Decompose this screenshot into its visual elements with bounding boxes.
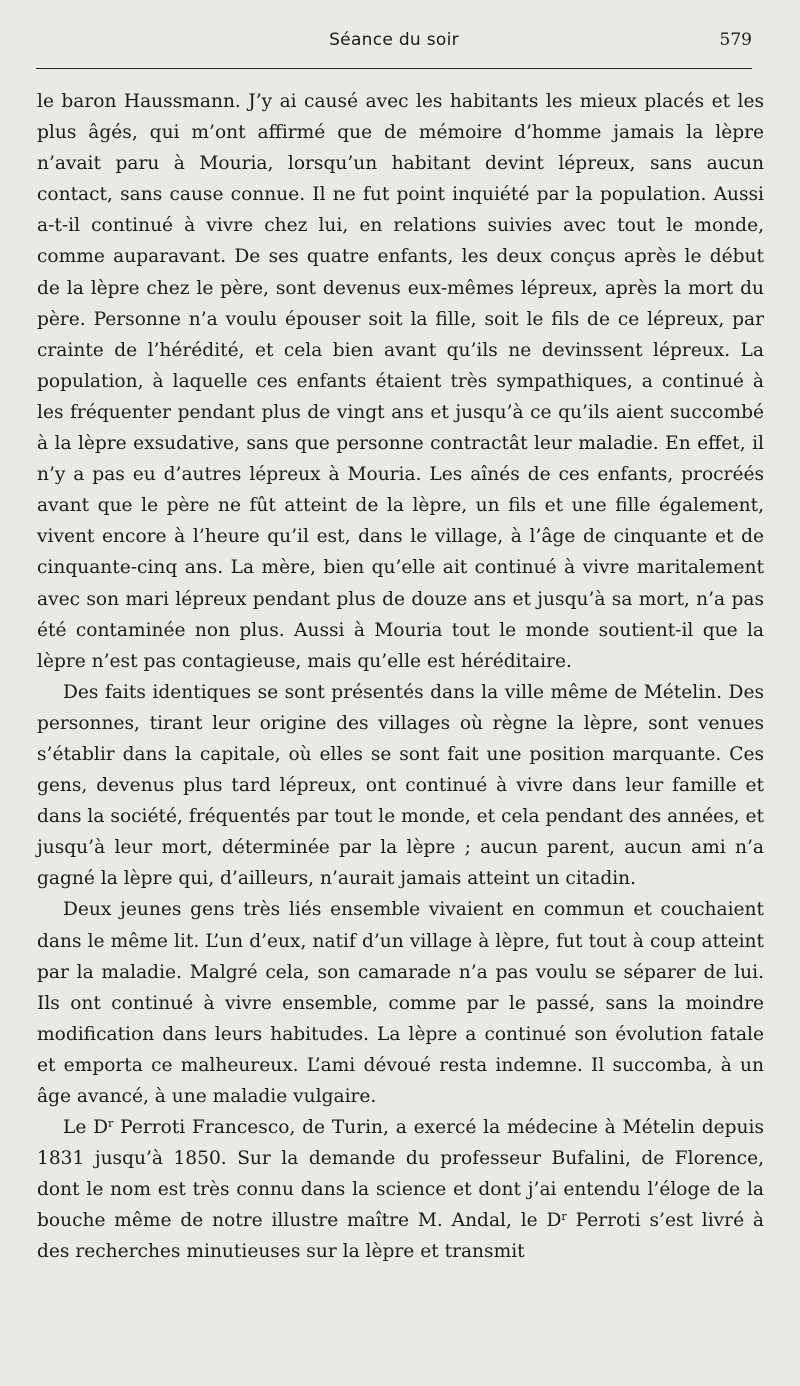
doctor-abbrev-superscript: r xyxy=(561,1210,567,1224)
running-head xyxy=(36,30,752,56)
paragraph-4-part-3: Perroti s’est livré à des recherches minutieuses sur la lèpre et transmit xyxy=(37,1210,764,1263)
doctor-abbrev-superscript: r xyxy=(108,1116,114,1130)
page-number: 579 xyxy=(719,30,752,50)
paragraph-4-part-2: Perroti Francesco, de Turin, a exercé la médecine à Mételin depuis 1831 jusqu’à 1850. Sur la demande du professeur Bufalini, de Florence, dont le nom est très connu dans la science et dont j’ai entendu l’éloge de la bouche même de notre illustre maître M. Andal, le D xyxy=(37,1117,764,1232)
paragraph-2: Des faits identiques se sont présentés dans la ville même de Mételin. Des personnes, tirant leur origine des villages où règne la lèpre, sont venues s’établir dans la capitale, où elles se sont fait une position marquante. Ces gens, devenus plus tard lépreux, ont continué à vivre dans leur famille et dans la société, fréquentés par tout le monde, et cela pendant des années, et jusqu’à leur mort, déterminée par la lèpre ; aucun parent, aucun ami n’a gagné la lèpre qui, d’ailleurs, n’aurait jamais atteint un citadin. xyxy=(37,681,764,890)
paragraph-4 xyxy=(37,1112,764,1267)
body-text xyxy=(37,86,764,1268)
paragraph-4-part-1: Le D xyxy=(63,1117,109,1139)
running-title: Séance du soir xyxy=(329,30,459,50)
header-rule xyxy=(36,68,752,69)
paragraph-1: le baron Haussmann. J’y ai causé avec les habitants les mieux placés et les plus âgés, qui m’ont affirmé que de mémoire d’homme jamais la lèpre n’avait paru à Mouria, lorsqu’un habitant devint lépreux, sans aucun contact, sans cause connue. Il ne fut point inquiété par la population. Aussi a-t-il continué à vivre chez lui, en relations suivies avec tout le monde, comme auparavant. De ses quatre enfants, les deux conçus après le début de la lèpre chez le père, sont devenus eux-mêmes lépreux, après la mort du père. Personne n’a voulu épouser soit la fille, soit le fils de ce lépreux, par crainte de l’hérédité, et cela bien avant qu’ils ne devinssent lépreux. La population, à laquelle ces enfants étaient très sympathiques, a continué à les fréquenter pendant plus de vingt ans et jusqu’à ce qu’ils aient succombé à la lèpre exsudative, sans que personne contractât leur maladie. En effet, il n’y a pas eu d’autres lépreux à Mouria. Les aînés de ces enfants, procréés avant que le père ne fût atteint de la lèpre, un fils et une fille également, vivent encore à l’heure qu’il est, dans le village, à l’âge de cinquante et de cinquante-cinq ans. La mère, bien qu’elle ait continué à vivre maritalement avec son mari lépreux pendant plus de douze ans et jusqu’à sa mort, n’a pas été contaminée non plus. Aussi à Mouria tout le monde soutient-il que la lèpre n’est pas contagieuse, mais qu’elle est héréditaire. xyxy=(37,91,764,672)
paragraph-3: Deux jeunes gens très liés ensemble vivaient en commun et couchaient dans le même lit. L’un d’eux, natif d’un village à lèpre, fut tout à coup atteint par la maladie. Malgré cela, son camarade n’a pas voulu se séparer de lui. Ils ont continué à vivre ensemble, comme par le passé, sans la moindre modification dans leurs habitudes. La lèpre a continué son évolution fatale et emporta ce malheureux. L’ami dévoué resta indemne. Il succomba, à un âge avancé, à une maladie vulgaire. xyxy=(37,899,764,1107)
